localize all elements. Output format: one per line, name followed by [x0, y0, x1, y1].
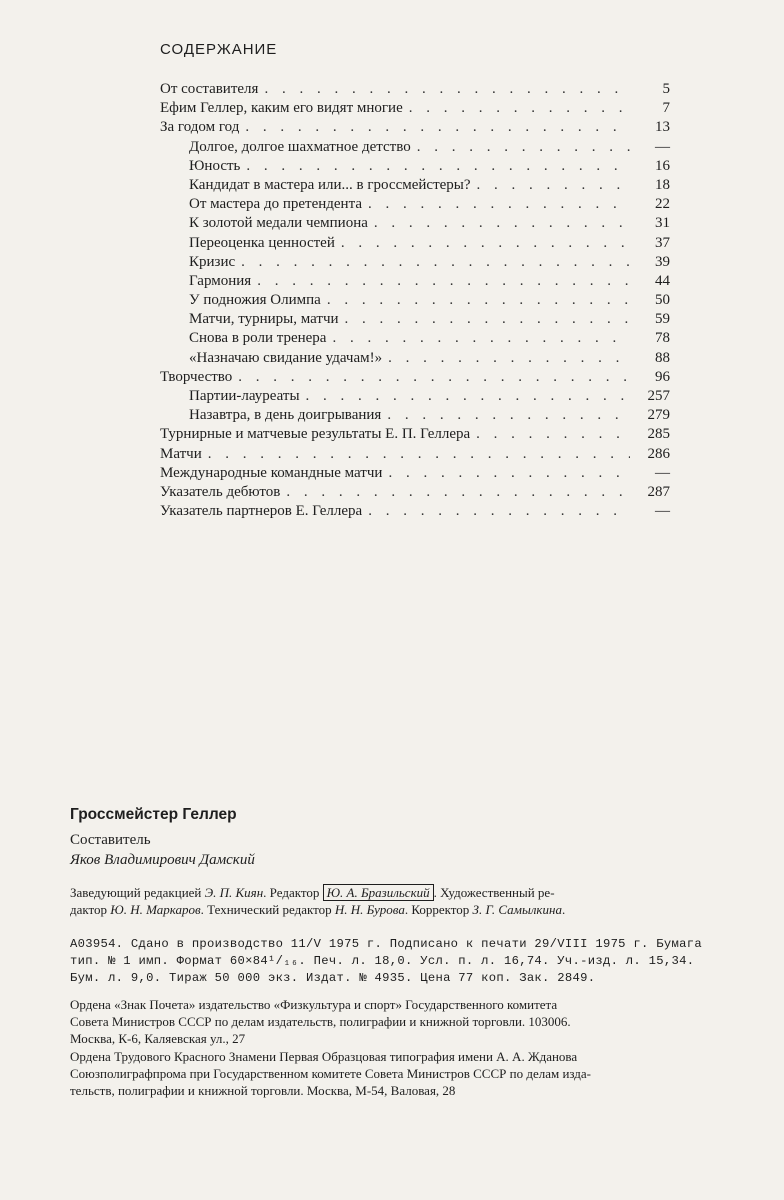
compiler-name: Яков Владимирович Дамский	[70, 852, 255, 868]
tech-line: тип. № 1 имп. Формат 60×84¹/₁₆. Печ. л. 18,0. Усл. п. л. 16,74. Уч.-изд. л. 15,34.	[70, 954, 695, 968]
publisher-line: Москва, К-6, Каляевская ул., 27	[70, 1031, 246, 1046]
dot-leader	[208, 445, 630, 464]
toc-entry-page: 7	[662, 100, 670, 117]
toc-entry-page: —	[655, 503, 670, 520]
toc-entry-title: Указатель дебютов	[160, 483, 281, 500]
toc-entry-page: 59	[655, 311, 670, 328]
toc-entry-title: Указатель партнеров Е. Геллера	[160, 503, 363, 520]
technical-details	[70, 936, 770, 987]
toc-entry-title: Назавтра, в день доигрывания	[189, 407, 382, 424]
dot-leader	[327, 291, 630, 310]
toc-entry-title: Турнирные и матчевые результаты Е. П. Геллера	[160, 426, 471, 443]
editorial-staff	[70, 884, 770, 918]
toc-entry-title: Переоценка ценностей	[189, 234, 335, 251]
toc-entry-title: К золотой медали чемпиона	[189, 215, 368, 232]
printer-line: Союзполиграфпрома при Государственном комитете Совета Министров СССР по делам изда-	[70, 1066, 592, 1081]
head-editor-name: Э. П. Киян	[204, 885, 264, 900]
dot-leader	[341, 234, 630, 253]
editor-name: Ю. А. Бразильский	[323, 884, 434, 901]
toc-entry-title: За годом год	[160, 119, 240, 136]
book-title: Гроссмейстер Геллер	[70, 806, 237, 823]
staff-text: . Художественный ре-	[433, 885, 555, 900]
publisher-line: Ордена «Знак Почета» издательство «Физкультура и спорт» Государственного комитета	[70, 997, 558, 1012]
proofreader-name: З. Г. Самылкина	[472, 902, 562, 917]
toc-entry	[160, 425, 670, 444]
table-of-contents	[160, 80, 670, 521]
toc-entry-page: 22	[655, 196, 670, 213]
toc-entry-page: —	[655, 138, 670, 155]
staff-text: дактор	[70, 902, 111, 917]
toc-entry	[160, 406, 670, 425]
toc-entry-title: Ефим Геллер, каким его видят многие	[160, 100, 403, 117]
toc-entry	[160, 483, 670, 502]
toc-entry-title: От составителя	[160, 81, 259, 97]
staff-text: Заведующий редакцией	[70, 885, 205, 900]
toc-entry-page: 287	[647, 483, 670, 500]
toc-entry-page: 44	[655, 272, 670, 289]
dot-leader	[417, 138, 630, 157]
toc-entry	[160, 329, 670, 348]
dot-leader	[374, 214, 630, 233]
toc-heading: СОДЕРЖАНИЕ	[160, 41, 278, 58]
toc-entry	[160, 176, 670, 195]
dot-leader	[286, 483, 630, 502]
toc-entry-title: Творчество	[160, 368, 233, 385]
toc-entry-title: От мастера до претендента	[189, 196, 362, 213]
toc-entry-title: Снова в роли тренера	[189, 330, 327, 347]
toc-entry-title: «Назначаю свидание удачам!»	[189, 349, 383, 366]
toc-entry-title: У подножия Олимпа	[189, 292, 321, 309]
toc-entry-page: 96	[655, 368, 670, 385]
toc-entry	[160, 80, 670, 99]
toc-entry-page: 88	[655, 349, 670, 366]
toc-entry-title: Партии-лауреаты	[189, 388, 300, 404]
toc-entry-title: Матчи, турниры, матчи	[189, 311, 339, 328]
staff-text: . Редактор	[263, 885, 323, 900]
dot-leader	[245, 118, 630, 137]
staff-line-1	[70, 884, 770, 901]
toc-entry	[160, 118, 670, 137]
compiler-label: Составитель	[70, 832, 151, 848]
dot-leader	[368, 195, 630, 214]
tech-editor-name: Н. Н. Бурова	[334, 902, 405, 917]
toc-entry	[160, 445, 670, 464]
toc-entry-page: 50	[655, 292, 670, 309]
staff-text: .	[561, 902, 566, 917]
toc-entry-page: 286	[647, 445, 670, 462]
dot-leader	[345, 310, 630, 329]
dot-leader	[241, 253, 630, 272]
toc-entry-page: —	[655, 464, 670, 481]
toc-entry-page: 285	[647, 426, 670, 443]
toc-entry-title: Кандидат в мастера или... в гроссмейстеры?	[189, 176, 471, 193]
dot-leader	[387, 406, 630, 425]
toc-entry	[160, 138, 670, 157]
tech-line: А03954. Сдано в производство 11/V 1975 г. Подписано к печати 29/VIII 1975 г. Бумага	[70, 937, 702, 951]
toc-entry-page: 37	[655, 234, 670, 251]
dot-leader	[368, 502, 630, 521]
dot-leader	[409, 99, 630, 118]
dot-leader	[246, 157, 630, 176]
toc-entry-title: Международные командные матчи	[160, 464, 383, 481]
staff-text: . Корректор	[404, 902, 473, 917]
toc-entry-title: Кризис	[189, 253, 236, 270]
toc-entry-title: Юность	[189, 157, 241, 174]
toc-entry-title: Долгое, долгое шахматное детство	[189, 138, 411, 155]
dot-leader	[477, 176, 630, 195]
dot-leader	[332, 329, 630, 348]
toc-entry-page: 78	[655, 330, 670, 347]
dot-leader	[264, 80, 630, 99]
toc-entry	[160, 195, 670, 214]
publisher-info	[70, 996, 770, 1047]
dot-leader	[476, 425, 630, 444]
printer-line: тельств, полиграфии и книжной торговли. Москва, М-54, Валовая, 28	[70, 1083, 456, 1098]
printer-line: Ордена Трудового Красного Знамени Первая Образцовая типография имени А. А. Жданова	[70, 1049, 578, 1064]
toc-entry-page: 39	[655, 253, 670, 270]
toc-entry-page: 5	[662, 81, 670, 97]
printer-info	[70, 1048, 770, 1099]
toc-entry	[160, 234, 670, 253]
dot-leader	[257, 272, 630, 291]
staff-text: . Технический редактор	[200, 902, 335, 917]
toc-entry-page: 16	[655, 157, 670, 174]
dot-leader	[388, 464, 630, 483]
toc-entry-page: 257	[647, 388, 670, 404]
toc-entry	[160, 464, 670, 483]
dot-leader	[306, 387, 630, 406]
publisher-line: Совета Министров СССР по делам издательств, полиграфии и книжной торговли. 103006.	[70, 1014, 571, 1029]
toc-entry	[160, 157, 670, 176]
dot-leader	[238, 368, 630, 387]
toc-entry	[160, 349, 670, 368]
toc-entry-page: 31	[655, 215, 670, 232]
toc-entry-page: 18	[655, 176, 670, 193]
toc-entry	[160, 99, 670, 118]
tech-line: Бум. л. 9,0. Тираж 50 000 экз. Издат. № 4935. Цена 77 коп. Зак. 2849.	[70, 971, 596, 985]
dot-leader	[388, 349, 630, 368]
art-editor-name: Ю. Н. Маркаров	[110, 902, 201, 917]
toc-entry	[160, 387, 670, 406]
toc-entry-title: Матчи	[160, 445, 202, 462]
toc-entry	[160, 368, 670, 387]
toc-entry	[160, 310, 670, 329]
staff-line-2	[70, 901, 770, 918]
toc-entry-page: 279	[647, 407, 670, 424]
toc-entry-page: 13	[655, 119, 670, 136]
toc-entry	[160, 272, 670, 291]
toc-entry	[160, 291, 670, 310]
toc-entry	[160, 214, 670, 233]
toc-entry	[160, 253, 670, 272]
toc-entry	[160, 502, 670, 521]
toc-entry-title: Гармония	[189, 272, 252, 289]
